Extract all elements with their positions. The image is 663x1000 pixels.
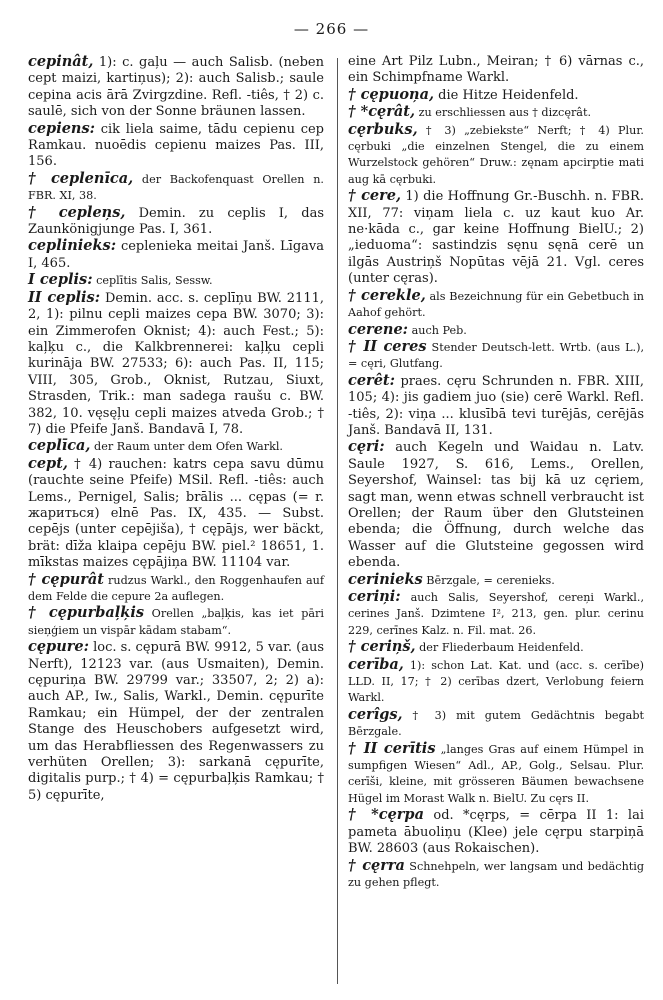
entry-text: ceplenieka meitai Janš. Līgava I, 465. — [28, 239, 324, 271]
entry-text: 1): schon Lat. Kat. und (acc. s. cerībe) LLD. II, 17; † 2) cerības dzert, Verlobung feiern Warkl. — [348, 658, 644, 705]
entry-ceplinieks — [28, 238, 324, 272]
entry-ceplica — [28, 438, 324, 455]
headword: cerîgs, — [348, 705, 403, 723]
entry-text: cik liela saime, tādu cepienu cep Ramkau. nuoēdis cepienu maizes Pas. III, 156. — [28, 121, 324, 170]
entry-cerini — [348, 589, 644, 639]
headword: II ceplis: — [28, 288, 101, 306]
headword: † II ceres — [348, 337, 427, 355]
entry-cept — [28, 456, 324, 572]
entry-text: † 4) rauchen: katrs cepa savu dūmu (rauchte seine Pfeife) MSil. Refl. -tiês: auch Lems., Pernigel, Salis; brālis ... cępas (= r. жариться) elnē Pas. IX, 435. — Subst. cepējs (unter cepējiša), † cępājs, wer bäckt, brät: dīža klaipa cepēju BW. piel.² 18651, 1. mīkstas maizes cępājiņa BW. 11104 var. — [28, 456, 324, 571]
entry-text: auch Salis, Seyershof, cereņi Warkl., cerines Janš. Dzimtene I², 213, gen. plur. cerinu 229, cerīnes Kalz. n. Fil. mat. 26. — [348, 591, 644, 637]
entry-cere — [348, 188, 644, 287]
headword: † cępuoņa, — [348, 85, 435, 103]
entry-text: loc. s. cępurā BW. 9912, 5 var. (aus Nerft), 12123 var. (aus Usmaiten), Demin. cępuriņa BW. 29799 var.; 33507, 2; 2) a): auch AP., Iw., Salis, Warkl., Demin. cępurīte Ramkau; ein Hümpel, der der zentralen Stange des Heuschobers aufgesetzt wird, um das Herabfliessen des Regenwassers zu verhüten Orellen; 3): sarkanā cępurīte, digitalis purp.; † 4) = cępurbaļķis Ramkau; † 5) cępurīte, — [28, 640, 324, 803]
entry-ceret — [348, 373, 644, 440]
entry-text: praes. cęru Schrunden n. FBR. XIII, 105; 4): jis gadiem juo (sie) cerē Warkl. Refl. -tiês, 2): viņa ... klusībā tevi turējās, cerējās Janš. Bandavā II, 131. — [348, 373, 644, 438]
entry-text: Orellen „baļķis, kas iet pāri sieņģiem un vispār kādam stabam“. — [28, 607, 324, 637]
headword: cęri: — [348, 438, 385, 456]
entry-cerene — [348, 322, 644, 339]
headword: cept, — [28, 454, 68, 472]
entry-cerat — [348, 104, 644, 121]
column-right — [348, 54, 644, 891]
headword: I ceplis: — [28, 271, 93, 289]
entry-text: auch Kegeln und Waidau n. Latv. Saule 1927, S. 616, Lems., Orellen, Seyershof, Wainsel: tas bij kā uz cęriem, sagt man, wenn etwas schnell verbraucht ist Orellen; der Raum über den Glutsteinen ebenda; die Öffnung, durch welche das Wasser auf die Glutsteine gegossen wird ebenda. — [348, 440, 644, 571]
entry-ceriba — [348, 657, 644, 707]
entry-cerekle — [348, 288, 644, 322]
headword: † ceplenīca, — [28, 169, 134, 187]
entry-cerinieks — [348, 572, 644, 589]
entry-text: 1): c. gaļu — auch Salisb. (neben cept maizi, kartiņus); 2): auch Salisb.; saule cepina acis ārā Zvirgzdine. Refl. -tiês, † 2) c. saulē, sich von der Sonne bräunen lassen. — [28, 55, 324, 120]
entry-text: Demin. zu ceplis I, das Zaunkönigjunge Pas. I, 361. — [28, 205, 324, 238]
headword: cępure: — [28, 638, 89, 656]
entry-cepiens — [28, 121, 324, 171]
entry-text: als Bezeichnung für ein Gebetbuch in Aahof gehört. — [348, 289, 644, 320]
entry-text: † 3) „zebiekste“ Nerft; † 4) Plur. cęrbuki „die einzelnen Stengel, die zu einem Wurzelstock gehören“ Druw.: zęnam apcirptie mati aug kā cęrbuki. — [348, 123, 644, 186]
entry-text: ceplītis Salis, Sessw. — [92, 274, 213, 288]
entry-text: Bērzgale, = cerenieks. — [422, 573, 555, 587]
entry-text: 1) die Hoffnung Gr.-Buschh. n. FBR. XII, 77: viņam liela c. uz kaut kuo Ar. ne·kāda c., gar keine Hoffnung BielU.; 2) „ieduoma“: sastindzis sęnu sęnā cerē un ilgās Austriņš Nopūtas vējā 21. Vgl. ceres (unter cęras). — [348, 189, 644, 287]
entry-cerbuks — [348, 122, 644, 189]
headword: cerība, — [348, 655, 404, 673]
headword: † cepleņs, — [28, 203, 126, 221]
entry-ceritis-2 — [348, 741, 644, 808]
column-divider — [337, 58, 338, 984]
entry-text: „langes Gras auf einem Hümpel in sumpfigen Wiesen“ Adl., AP., Golg., Selsau. Plur. cerīši, kleine, mit grösseren Bäumen bewachsene Hügel im Morast Walk n. BielU. Zu cęrs II. — [348, 742, 644, 805]
headword: † II cerītis — [348, 739, 436, 757]
entry-cepurbalkis — [28, 605, 324, 639]
entry-cepurat — [28, 572, 324, 606]
entry-cerra — [348, 858, 644, 892]
entry-cerigs — [348, 707, 644, 741]
entry-text: od. *cęrps, = cērpa II 1: lai pameta ābuoliņu (Klee) jele cęrpu starpiņā BW. 28603 (aus Rokaischen). — [348, 808, 644, 857]
entry-ceplis-1 — [28, 272, 324, 289]
entry-continuation — [348, 54, 644, 87]
entry-ceri — [348, 439, 644, 571]
entry-cepleņs — [28, 205, 324, 239]
entry-ceplenica — [28, 171, 324, 205]
entry-text: Schnehpeln, wer langsam und bedächtig zu gehen pflegt. — [348, 859, 645, 889]
headword: cerinieks — [348, 570, 423, 588]
entry-text: auch Peb. — [408, 323, 467, 337]
entry-cerinsh — [348, 639, 644, 656]
entry-ceplis-2 — [28, 290, 324, 439]
headword: cepinât, — [28, 53, 94, 70]
entry-cepure — [28, 639, 324, 804]
headword: † *cęrât, — [348, 103, 416, 121]
page-number: — 266 — — [293, 20, 370, 38]
headword: † cępurbaļķis — [28, 604, 144, 622]
entry-text: die Hitze Heidenfeld. — [434, 87, 579, 103]
entry-ceres-2 — [348, 339, 644, 373]
headword: † cępurât — [28, 570, 105, 588]
headword: † *cęrpa — [348, 806, 424, 824]
headword: cepiens: — [28, 119, 95, 137]
headword: ceplinieks: — [28, 237, 117, 255]
headword: † ceriņš, — [348, 638, 416, 656]
headword: cerene: — [348, 320, 409, 338]
headword: † cere, — [348, 187, 402, 205]
entry-text: eine Art Pilz Lubn., Meiran; † 6) vārnas c., ein Schimpfname Warkl. — [348, 54, 644, 86]
entry-cerpa — [348, 807, 644, 857]
headword: cęrbuks, — [348, 120, 418, 138]
entry-text: zu erschliessen aus † dizcęrât. — [415, 106, 592, 120]
headword: ceplīca, — [28, 437, 91, 455]
entry-text: Demin. acc. s. ceplīņu BW. 2111, 2, 1): pilnu cepli maizes cepa BW. 3070; 3): ein Zimmerofen Oknist; 4): auch Fest.; 5): kaļķu c., die Kalkbrennerei: kaļķu cepli kurināja BW. 27533; 6): auch Pas. II, 115; VIII, 305, Grob., Oknist, Rutzau, Siuxt, Strasden, Trik.: man sadega raušu c. BW. 382, 10. vęsęļu cepli maizes atveda Grob.; † 7) die Pfeife Janš. Bandavā I, 78. — [28, 290, 324, 437]
headword: cerêt: — [348, 371, 395, 389]
entry-text: der Backofenquast Orellen n. FBR. XI, 38. — [28, 172, 324, 203]
entry-text: Stender Deutsch-lett. Wrtb. (aus L.), = cęri, Glutfang. — [348, 340, 645, 371]
entry-cepuona — [348, 87, 644, 104]
entry-cepinat — [28, 54, 324, 121]
headword: † cęrra — [348, 856, 405, 874]
headword: ceriņi: — [348, 588, 401, 605]
headword: † cerekle, — [348, 286, 426, 304]
entry-text: rudzus Warkl., den Roggenhaufen auf dem Felde die cepure 2a auflegen. — [28, 573, 324, 603]
entry-text: der Raum unter dem Ofen Warkl. — [90, 440, 283, 454]
entry-text: der Fliederbaum Heidenfeld. — [415, 641, 584, 655]
column-left — [28, 54, 324, 804]
entry-text: † 3) mit gutem Gedächtnis begabt Bērzgale. — [348, 708, 644, 739]
